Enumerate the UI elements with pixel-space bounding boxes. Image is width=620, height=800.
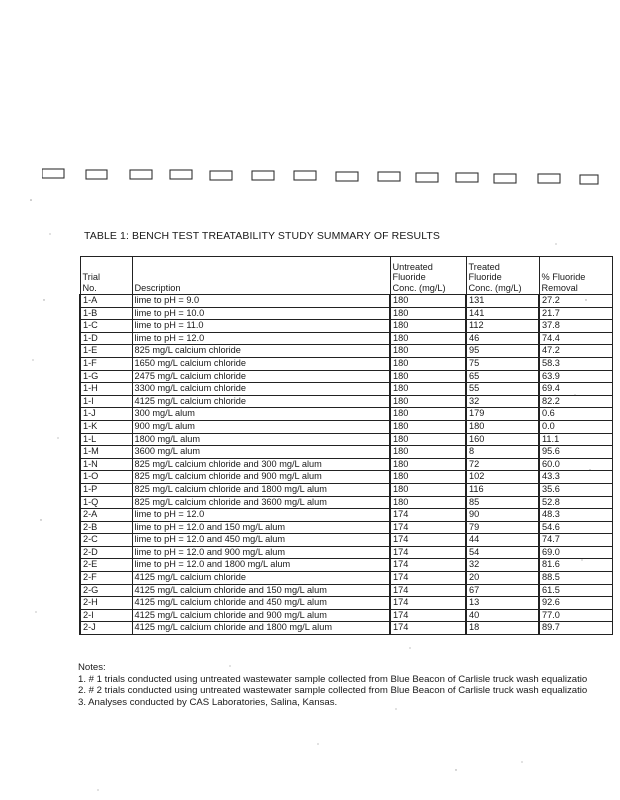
cell-treated: 75 <box>466 357 539 370</box>
cell-removal: 43.3 <box>539 471 612 484</box>
cell-untreated: 174 <box>390 622 466 635</box>
cell-treated: 65 <box>466 370 539 383</box>
note-1: 1. # 1 trials conducted using untreated wastewater sample collected from Blue Beacon of Carlisle truck wash equalizatio <box>78 673 588 685</box>
cell-description: 825 mg/L calcium chloride and 300 mg/L alum <box>132 458 390 471</box>
table-row <box>80 584 612 597</box>
cell-description: 4125 mg/L calcium chloride and 450 mg/L alum <box>132 597 390 610</box>
cell-untreated: 180 <box>390 383 466 396</box>
table-row <box>80 546 612 559</box>
cell-treated: 79 <box>466 521 539 534</box>
cell-description: 2475 mg/L calcium chloride <box>132 370 390 383</box>
table-row <box>80 521 612 534</box>
table-row <box>80 446 612 459</box>
cell-untreated: 180 <box>390 395 466 408</box>
cell-untreated: 180 <box>390 370 466 383</box>
table-row <box>80 534 612 547</box>
table-row <box>80 332 612 345</box>
cell-treated: 13 <box>466 597 539 610</box>
note-3: 3. Analyses conducted by CAS Laboratories, Salina, Kansas. <box>78 696 338 708</box>
cell-treated: 32 <box>466 395 539 408</box>
cell-treated: 179 <box>466 408 539 421</box>
cell-untreated: 180 <box>390 307 466 320</box>
cell-removal: 77.0 <box>539 609 612 622</box>
cell-removal: 81.6 <box>539 559 612 572</box>
cell-trial: 1-H <box>80 383 132 396</box>
cell-description: 825 mg/L calcium chloride <box>132 345 390 358</box>
table-row <box>80 433 612 446</box>
cell-trial: 2-G <box>80 584 132 597</box>
cell-trial: 1-B <box>80 307 132 320</box>
cell-trial: 2-C <box>80 534 132 547</box>
cell-trial: 2-B <box>80 521 132 534</box>
header-row <box>80 257 612 295</box>
cell-untreated: 174 <box>390 546 466 559</box>
column-header-line: Fluoride <box>392 272 426 283</box>
table-row <box>80 483 612 496</box>
cell-removal: 69.0 <box>539 546 612 559</box>
cell-removal: 27.2 <box>539 295 612 308</box>
column-header-line: Removal <box>541 283 578 294</box>
cell-removal: 89.7 <box>539 622 612 635</box>
cell-removal: 60.0 <box>539 458 612 471</box>
cell-description: 900 mg/L alum <box>132 420 390 433</box>
cell-untreated: 180 <box>390 408 466 421</box>
cell-untreated: 174 <box>390 572 466 585</box>
cell-treated: 85 <box>466 496 539 509</box>
cell-treated: 112 <box>466 320 539 333</box>
cell-description: 4125 mg/L calcium chloride <box>132 572 390 585</box>
cell-untreated: 174 <box>390 609 466 622</box>
table-row <box>80 458 612 471</box>
cell-trial: 1-Q <box>80 496 132 509</box>
column-header-line: Conc. (mg/L) <box>468 283 522 294</box>
note-2: 2. # 2 trials conducted using untreated wastewater sample collected from Blue Beacon of Carlisle truck wash equalizatio <box>78 685 588 697</box>
cell-untreated: 180 <box>390 471 466 484</box>
cell-removal: 95.6 <box>539 446 612 459</box>
cell-description: 4125 mg/L calcium chloride and 900 mg/L alum <box>132 609 390 622</box>
cell-untreated: 180 <box>390 332 466 345</box>
cell-treated: 180 <box>466 420 539 433</box>
cell-treated: 95 <box>466 345 539 358</box>
cell-untreated: 174 <box>390 584 466 597</box>
cell-description: lime to pH = 12.0 <box>132 332 390 345</box>
cell-treated: 40 <box>466 609 539 622</box>
column-header-line: Conc. (mg/L) <box>392 283 446 294</box>
cell-untreated: 180 <box>390 458 466 471</box>
cell-removal: 52.8 <box>539 496 612 509</box>
cell-treated: 67 <box>466 584 539 597</box>
cell-removal: 92.6 <box>539 597 612 610</box>
cell-removal: 0.6 <box>539 408 612 421</box>
column-header-line: Untreated <box>392 261 433 272</box>
table-row <box>80 357 612 370</box>
cell-untreated: 180 <box>390 433 466 446</box>
table-row <box>80 420 612 433</box>
cell-untreated: 180 <box>390 483 466 496</box>
column-header <box>132 257 390 295</box>
cell-trial: 1-A <box>80 295 132 308</box>
notes-heading: Notes: <box>78 662 106 673</box>
table-row <box>80 509 612 522</box>
cell-treated: 72 <box>466 458 539 471</box>
cell-description: 4125 mg/L calcium chloride <box>132 395 390 408</box>
cell-treated: 90 <box>466 509 539 522</box>
table-row <box>80 320 612 333</box>
cell-trial: 2-J <box>80 622 132 635</box>
column-header <box>390 257 466 295</box>
cell-treated: 18 <box>466 622 539 635</box>
results-table <box>79 256 613 635</box>
cell-trial: 2-D <box>80 546 132 559</box>
column-header-line: % Fluoride <box>541 272 586 283</box>
cell-description: 300 mg/L alum <box>132 408 390 421</box>
column-header <box>539 257 612 295</box>
cell-trial: 2-E <box>80 559 132 572</box>
cell-treated: 54 <box>466 546 539 559</box>
table-title: TABLE 1: BENCH TEST TREATABILITY STUDY SUMMARY OF RESULTS <box>84 230 440 242</box>
cell-trial: 2-I <box>80 609 132 622</box>
cell-description: lime to pH = 10.0 <box>132 307 390 320</box>
cell-removal: 61.5 <box>539 584 612 597</box>
cell-description: 3300 mg/L calcium chloride <box>132 383 390 396</box>
cell-description: 825 mg/L calcium chloride and 3600 mg/L alum <box>132 496 390 509</box>
cell-treated: 44 <box>466 534 539 547</box>
column-header-line: Description <box>134 283 181 294</box>
cell-description: 4125 mg/L calcium chloride and 150 mg/L alum <box>132 584 390 597</box>
table-row <box>80 609 612 622</box>
cell-description: lime to pH = 12.0 <box>132 509 390 522</box>
column-header <box>466 257 539 295</box>
cell-trial: 1-F <box>80 357 132 370</box>
cell-description: 3600 mg/L alum <box>132 446 390 459</box>
column-header-line: Fluoride <box>468 272 502 283</box>
cell-trial: 2-A <box>80 509 132 522</box>
cell-removal: 74.4 <box>539 332 612 345</box>
cell-treated: 160 <box>466 433 539 446</box>
cell-description: lime to pH = 12.0 and 1800 mg/L alum <box>132 559 390 572</box>
cell-description: lime to pH = 9.0 <box>132 295 390 308</box>
cell-trial: 1-D <box>80 332 132 345</box>
cell-trial: 2-F <box>80 572 132 585</box>
cell-treated: 102 <box>466 471 539 484</box>
cell-description: lime to pH = 11.0 <box>132 320 390 333</box>
notes-section <box>78 662 587 708</box>
column-header-line: No. <box>82 283 97 294</box>
cell-trial: 1-K <box>80 420 132 433</box>
table-row <box>80 345 612 358</box>
table-row <box>80 383 612 396</box>
cell-trial: 1-C <box>80 320 132 333</box>
cell-removal: 69.4 <box>539 383 612 396</box>
cell-description: 4125 mg/L calcium chloride and 1800 mg/L alum <box>132 622 390 635</box>
cell-removal: 48.3 <box>539 509 612 522</box>
cell-removal: 63.9 <box>539 370 612 383</box>
scanned-boxes-row <box>42 166 608 188</box>
cell-untreated: 180 <box>390 345 466 358</box>
table-row <box>80 572 612 585</box>
table-row <box>80 370 612 383</box>
cell-trial: 1-M <box>80 446 132 459</box>
cell-untreated: 174 <box>390 534 466 547</box>
cell-description: 1800 mg/L alum <box>132 433 390 446</box>
cell-untreated: 180 <box>390 446 466 459</box>
cell-removal: 37.8 <box>539 320 612 333</box>
table-body <box>80 295 612 635</box>
cell-untreated: 180 <box>390 420 466 433</box>
cell-trial: 1-O <box>80 471 132 484</box>
cell-trial: 2-H <box>80 597 132 610</box>
cell-untreated: 180 <box>390 496 466 509</box>
cell-untreated: 174 <box>390 559 466 572</box>
cell-removal: 74.7 <box>539 534 612 547</box>
table-row <box>80 408 612 421</box>
cell-trial: 1-L <box>80 433 132 446</box>
column-header-line: Treated <box>468 261 500 272</box>
table-row <box>80 395 612 408</box>
cell-description: 825 mg/L calcium chloride and 900 mg/L alum <box>132 471 390 484</box>
cell-treated: 46 <box>466 332 539 345</box>
cell-trial: 1-N <box>80 458 132 471</box>
cell-removal: 0.0 <box>539 420 612 433</box>
cell-trial: 1-E <box>80 345 132 358</box>
cell-removal: 58.3 <box>539 357 612 370</box>
table-row <box>80 307 612 320</box>
cell-trial: 1-J <box>80 408 132 421</box>
cell-description: 1650 mg/L calcium chloride <box>132 357 390 370</box>
cell-treated: 131 <box>466 295 539 308</box>
table-row <box>80 622 612 635</box>
column-header <box>80 257 132 295</box>
table-row <box>80 597 612 610</box>
cell-removal: 47.2 <box>539 345 612 358</box>
cell-treated: 55 <box>466 383 539 396</box>
table-row <box>80 295 612 308</box>
cell-untreated: 180 <box>390 320 466 333</box>
table-row <box>80 471 612 484</box>
cell-removal: 11.1 <box>539 433 612 446</box>
cell-description: lime to pH = 12.0 and 450 mg/L alum <box>132 534 390 547</box>
cell-untreated: 174 <box>390 597 466 610</box>
cell-treated: 8 <box>466 446 539 459</box>
cell-removal: 54.6 <box>539 521 612 534</box>
cell-trial: 1-G <box>80 370 132 383</box>
cell-description: lime to pH = 12.0 and 150 mg/L alum <box>132 521 390 534</box>
column-header-line: Trial <box>82 272 101 283</box>
cell-treated: 116 <box>466 483 539 496</box>
cell-treated: 141 <box>466 307 539 320</box>
table-row <box>80 559 612 572</box>
cell-treated: 32 <box>466 559 539 572</box>
cell-treated: 20 <box>466 572 539 585</box>
cell-untreated: 174 <box>390 521 466 534</box>
cell-trial: 1-P <box>80 483 132 496</box>
cell-removal: 88.5 <box>539 572 612 585</box>
cell-trial: 1-I <box>80 395 132 408</box>
cell-removal: 35.6 <box>539 483 612 496</box>
cell-description: 825 mg/L calcium chloride and 1800 mg/L alum <box>132 483 390 496</box>
cell-description: lime to pH = 12.0 and 900 mg/L alum <box>132 546 390 559</box>
cell-untreated: 174 <box>390 509 466 522</box>
cell-untreated: 180 <box>390 295 466 308</box>
cell-removal: 21.7 <box>539 307 612 320</box>
table-row <box>80 496 612 509</box>
cell-removal: 82.2 <box>539 395 612 408</box>
cell-untreated: 180 <box>390 357 466 370</box>
